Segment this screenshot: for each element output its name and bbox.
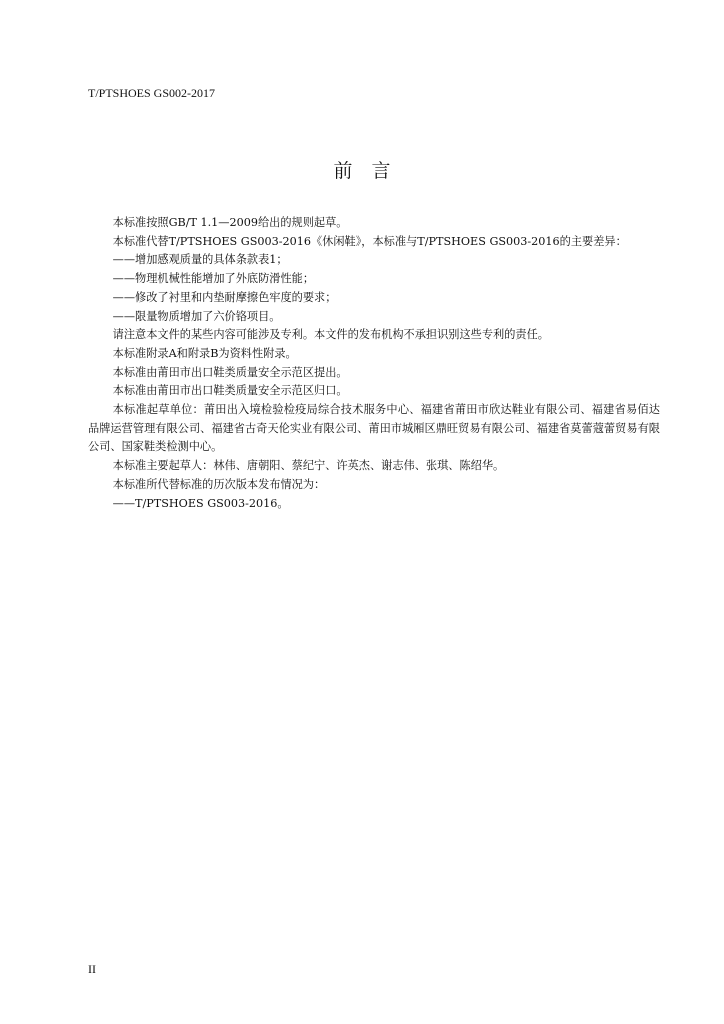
list-item-difference-lining: ——修改了衬里和内垫耐摩擦色牢度的要求；: [112, 290, 337, 304]
document-code-header: T/PTSHOES GS002-2017: [88, 86, 216, 100]
paragraph-previous-editions: 本标准所代替标准的历次版本发布情况为：: [112, 477, 326, 491]
list-item-previous-edition: ——T/PTSHOES GS003-2016。: [112, 496, 289, 510]
foreword-body: [88, 214, 660, 513]
page-number: II: [88, 962, 96, 976]
paragraph-drafting-rules: 本标准按照GB/T 1.1—2009给出的规则起草。: [112, 216, 348, 229]
paragraph-replaces-standard: 本标准代替T/PTSHOES GS003-2016《休闲鞋》，本标准与T/PTSHOES GS003-2016的主要差异：: [112, 234, 627, 248]
paragraph-patent-notice: 请注意本文件的某些内容可能涉及专利。本文件的发布机构不承担识别这些专利的责任。: [112, 328, 549, 342]
section-title-foreword: 前 言: [333, 160, 391, 182]
list-item-difference-chromium: ——限量物质增加了六价铬项目。: [112, 309, 281, 323]
list-item-difference-sensory: ——增加感观质量的具体条款表1；: [112, 253, 288, 267]
paragraph-drafting-organizations: 本标准起草单位：莆田出入境检验检疫局综合技术服务中心、福建省莆田市欣达鞋业有限公司、福建省易佰达品牌运营管理有限公司、福建省古奇天伦实业有限公司、莆田市城厢区鼎旺贸易有限公司、福建省莫蕾蔻蕾贸易有限公司、国家鞋类检测中心。: [88, 403, 660, 454]
paragraph-annexes: 本标准附录A和附录B为资料性附录。: [112, 346, 297, 360]
paragraph-main-drafters: 本标准主要起草人：林伟、唐朝阳、蔡纪宁、许英杰、谢志伟、张琪、陈绍华。: [112, 459, 505, 473]
list-item-difference-slip: ——物理机械性能增加了外底防滑性能；: [112, 272, 315, 286]
paragraph-administered-by: 本标准由莆田市出口鞋类质量安全示范区归口。: [112, 384, 348, 398]
paragraph-proposed-by: 本标准由莆田市出口鞋类质量安全示范区提出。: [112, 365, 348, 379]
